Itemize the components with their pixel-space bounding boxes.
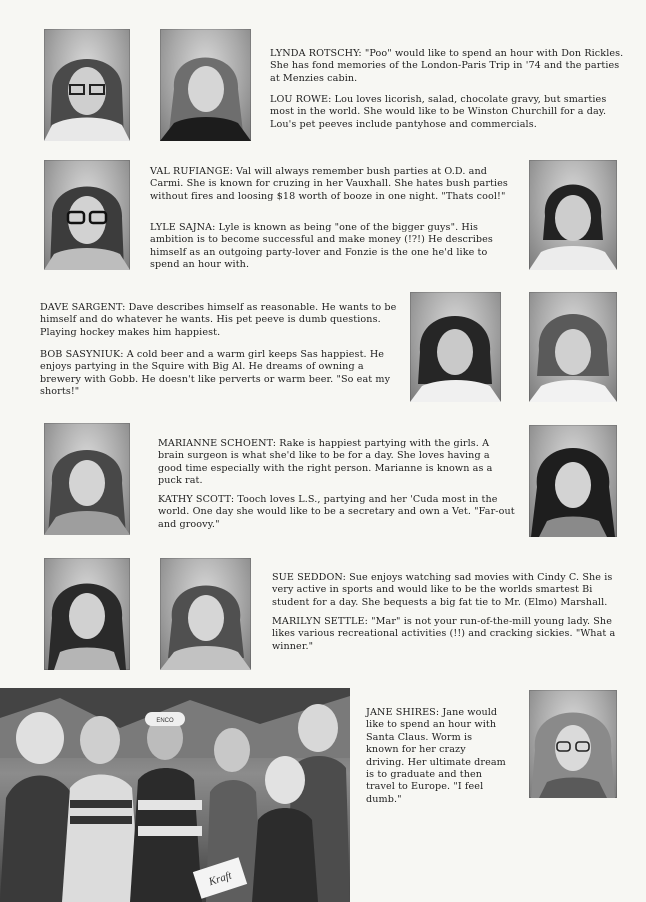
- group-candid-image: [0, 688, 350, 902]
- bio-rufiange: VAL RUFIANGE: Val will always remember bush parties at O.D. and Carmi. She is known for cruzing in her Vauxhall. She hates bush parties without fires and loosing $18 worth of booze in one night. "Thats cool!": [150, 166, 508, 202]
- box-logo-text: Kraft: [207, 869, 234, 889]
- bio-rotschy: LYNDA ROTSCHY: "Poo" would like to spend an hour with Don Rickles. She has fond memories of the London-Paris Trip in '74 and the parties at Menzies cabin.: [270, 48, 624, 84]
- portrait-rowe: [160, 29, 251, 141]
- cap-logo-text: ENCO: [156, 718, 174, 724]
- bio-schoent: MARIANNE SCHOENT: Rake is happiest partying with the girls. A brain surgeon is what she'd like to be for a day. She loves having a good time especially with the right person. Marianne is known as a puck rat.: [158, 438, 493, 487]
- portrait-scott: [529, 425, 617, 537]
- bio-rowe: LOU ROWE: Lou loves licorish, salad, chocolate gravy, but smarties most in the world. She would like to be Winston Churchill for a day. Lou's pet peeves include pantyhose and commercials.: [270, 94, 607, 130]
- portrait-rowe-image: [160, 29, 251, 141]
- portrait-rotschy-image: [44, 29, 130, 141]
- portrait-shires: [529, 690, 617, 798]
- portrait-sajna-image: [529, 160, 617, 270]
- portrait-sargent: [410, 292, 501, 402]
- portrait-schoent: [44, 423, 130, 535]
- portrait-rufiange: [44, 160, 130, 270]
- bio-settle: MARILYN SETTLE: "Mar" is not your run-of-the-mill young lady. She likes various recreational activities (!!) and cracking sickies. "What a winner.": [272, 616, 616, 652]
- bio-scott: KATHY SCOTT: Tooch loves L.S., partying and her 'Cuda most in the world. One day she would like to be a secretary and own a Vet. "Far-out and groovy.": [158, 494, 515, 530]
- portrait-schoent-image: [44, 423, 130, 535]
- bio-shires: JANE SHIRES: Jane would like to spend an hour with Santa Claus. Worm is known for her crazy driving. Her ultimate dream is to graduate and then travel to Europe. "I feel dumb.": [366, 707, 506, 805]
- portrait-seddon: [44, 558, 130, 670]
- portrait-shires-image: [529, 690, 617, 798]
- bio-sargent: DAVE SARGENT: Dave describes himself as reasonable. He wants to be himself and do whatever he wants. His pet peeve is dumb questions. Playing hockey makes him happiest.: [40, 302, 397, 338]
- portrait-sargent-image: [410, 292, 501, 402]
- bio-sajna: LYLE SAJNA: Lyle is known as being "one of the bigger guys". His ambition is to become successful and make money (!?!) He describes himself as an outgoing party-lover and Fonzie is the one he'd like to spend an hour with.: [150, 222, 493, 271]
- portrait-sajna: [529, 160, 617, 270]
- bio-seddon: SUE SEDDON: Sue enjoys watching sad movies with Cindy C. She is very active in sports and would like to be the worlds smartest Bi student for a day. She bequests a big fat tie to Mr. (Elmo) Marshall.: [272, 572, 613, 608]
- group-candid-photo: [0, 688, 350, 902]
- portrait-sasyniuk-image: [529, 292, 617, 402]
- portrait-sasyniuk: [529, 292, 617, 402]
- portrait-rufiange-image: [44, 160, 130, 270]
- portrait-seddon-image: [44, 558, 130, 670]
- bio-sasyniuk: BOB SASYNIUK: A cold beer and a warm girl keeps Sas happiest. He enjoys partying in the Squire with Big Al. He dreams of owning a brewery with Gobb. He doesn't like perverts or warm beer. "So eat my shorts!": [40, 349, 391, 398]
- portrait-scott-image: [529, 425, 617, 537]
- portrait-settle: [160, 558, 251, 670]
- portrait-settle-image: [160, 558, 251, 670]
- portrait-rotschy: [44, 29, 130, 141]
